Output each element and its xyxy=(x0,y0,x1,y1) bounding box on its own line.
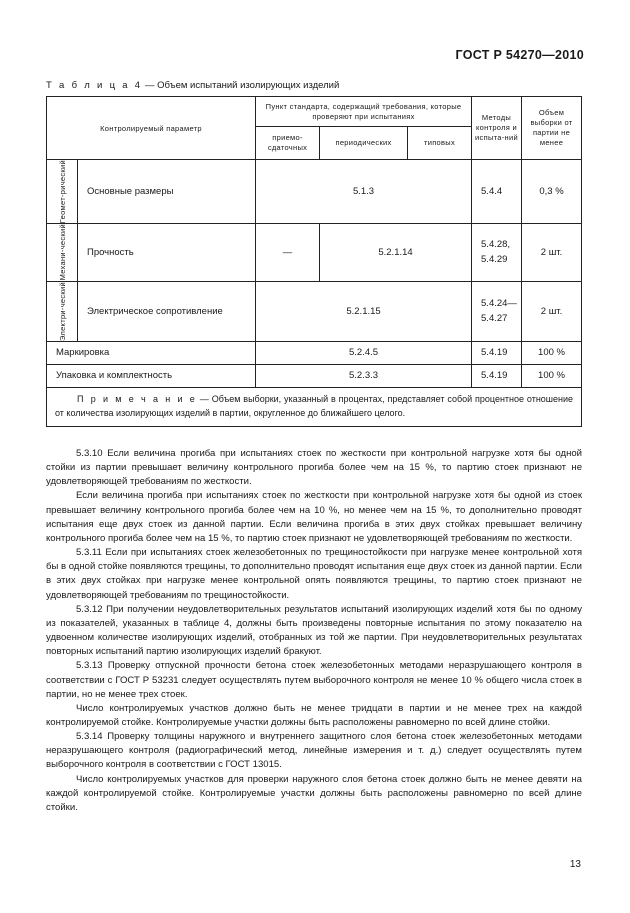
clause-electrical-resistance: 5.2.1.15 xyxy=(256,281,472,341)
sample-strength: 2 шт. xyxy=(522,224,582,281)
sample-packing: 100 % xyxy=(522,364,582,387)
clause-strength: 5.2.1.14 xyxy=(320,224,472,281)
note-text: — Объем выборки, указанный в процентах, представляет собой процентное отношение от количества изолирующих изделий в партии, округленное до ближайшего целого. xyxy=(55,393,574,418)
acceptance-strength: — xyxy=(256,224,320,281)
param-main-dimensions: Основные размеры xyxy=(78,160,256,224)
header-row-1 xyxy=(47,97,582,127)
paragraph-5-3-12: 5.3.12 При получении неудовлетворительных результатов испытаний изолирующих изделий хотя бы по одному из показателей, указанных в таблице 4, должны быть произведены повторные испытания по этому показателю на удвоенном количестве изолирующих изделий, отобранных из той же партии. При неудовлетворительных результатах повторных испытаний партию изолирующих изделий бракуют. xyxy=(46,603,582,658)
tests-scope-table xyxy=(46,96,582,427)
page-number: 13 xyxy=(569,859,581,870)
row-mechanical xyxy=(47,224,582,281)
table-caption-label: Т а б л и ц а 4 xyxy=(46,80,143,91)
method-marking: 5.4.19 xyxy=(472,341,522,364)
group-mechanical xyxy=(47,224,78,281)
table-caption xyxy=(46,80,339,91)
standard-designation: ГОСТ Р 54270—2010 xyxy=(455,48,584,62)
method-electrical-resistance xyxy=(472,281,522,341)
note-label: П р и м е ч а н и е xyxy=(77,393,198,404)
body-text xyxy=(46,447,582,815)
row-packing xyxy=(47,364,582,387)
sample-main-dimensions: 0,3 % xyxy=(522,160,582,224)
header-acceptance: приемо-сдаточных xyxy=(256,127,320,160)
sample-electrical-resistance: 2 шт. xyxy=(522,281,582,341)
header-methods: Методы контроля и испыта-ний xyxy=(472,97,522,160)
clause-packing: 5.2.3.3 xyxy=(256,364,472,387)
method-strength xyxy=(472,224,522,281)
group-electrical xyxy=(47,281,78,341)
row-geometric xyxy=(47,160,582,224)
group-geometric-label: Геомет-рический xyxy=(57,160,67,224)
table-caption-title: — Объем испытаний изолирующих изделий xyxy=(142,80,340,91)
method-main-dimensions: 5.4.4 xyxy=(472,160,522,224)
method-electrical-line-1: 5.4.24— xyxy=(481,298,517,310)
param-marking: Маркировка xyxy=(47,341,256,364)
paragraph-5-3-10-cont: Если величина прогиба при испытаниях стоек по жесткости при контрольной нагрузке хотя бы одной из стоек превышает величину контрольного прогиба более чем на 10 %, но менее чем на 15 %, то дополнительно проводят испытания еще двух стоек из данной партии. Если величина прогиба в этих двух стойках превышает величину контрольного прогиба более чем на 15 %, то партию стоек признают не удовлетворяющей требованиям по жесткости. xyxy=(46,490,582,544)
paragraph-5-3-13-cont: Число контролируемых участков должно быть не менее тридцати в партии и не менее трех на каждой контролируемой стойке. Контролируемые участки должны быть расположены равномерно по всей длине стойки. xyxy=(46,702,582,728)
paragraph-5-3-13: 5.3.13 Проверку отпускной прочности бетона стоек железобетонных методами неразрушающего контроля в соответствии с ГОСТ Р 53231 следует осуществлять путем выборочного контроля не менее 10 % общего числа стоек в партии, но не менее трех стоек. xyxy=(46,660,582,700)
header-sample: Объем выборки от партии не менее xyxy=(522,97,582,160)
paragraph-5-3-14: 5.3.14 Проверку толщины наружного и внутреннего защитного слоя бетона стоек железобетонных методами неразрушающего контроля (радиографический метод, линейные измерения и т. д.) следует осуществлять путем выборочного контроля в соответствии с ГОСТ 13015. xyxy=(46,731,582,771)
header-type: типовых xyxy=(408,127,472,160)
clause-marking: 5.2.4.5 xyxy=(256,341,472,364)
group-geometric xyxy=(47,160,78,224)
table-note xyxy=(47,387,582,426)
header-param: Контролируемый параметр xyxy=(47,97,256,160)
method-packing: 5.4.19 xyxy=(472,364,522,387)
paragraph-5-3-10: 5.3.10 Если величина прогиба при испытаниях стоек по жесткости при контрольной нагрузке хотя бы одной стойки из партии превышает величину контрольного прогиба более чем на 15 %, то партию стоек признают не удовлетворяющей требованиям по жесткости. xyxy=(46,448,582,488)
row-electrical xyxy=(47,281,582,341)
group-electrical-label: Электри-ческий xyxy=(57,281,67,341)
method-electrical-line-2: 5.4.27 xyxy=(481,313,508,325)
param-electrical-resistance: Электрическое сопротивление xyxy=(78,281,256,341)
method-strength-line-1: 5.4.28, xyxy=(481,239,511,251)
paragraph-5-3-11: 5.3.11 Если при испытаниях стоек железобетонных по трещиностойкости при нагрузке менее контрольной хотя бы в одной стойке появляются трещины, то дополнительно проводят испытания еще двух стоек из данной партии. Если в этих двух стойках при нагрузке менее контрольной опять появляются трещины, то партию стоек признают не удовлетворяющей требованиям по трещиностойкости. xyxy=(46,547,582,601)
param-strength: Прочность xyxy=(78,224,256,281)
header-clause-group: Пункт стандарта, содержащий требования, которые проверяют при испытаниях xyxy=(256,97,472,127)
row-marking xyxy=(47,341,582,364)
param-packing: Упаковка и комплектность xyxy=(47,364,256,387)
paragraph-5-3-14-cont: Число контролируемых участков для проверки наружного слоя бетона стоек должно быть не менее девяти на каждой контролируемой стойке. Контролируемые участки должны быть расположены равномерно по всей длине стойки. xyxy=(46,773,582,813)
method-strength-line-2: 5.4.29 xyxy=(481,254,508,266)
clause-main-dimensions: 5.1.3 xyxy=(256,160,472,224)
row-note xyxy=(47,387,582,426)
header-periodic: периодических xyxy=(320,127,408,160)
sample-marking: 100 % xyxy=(522,341,582,364)
group-mechanical-label: Механи-ческий xyxy=(57,224,67,281)
